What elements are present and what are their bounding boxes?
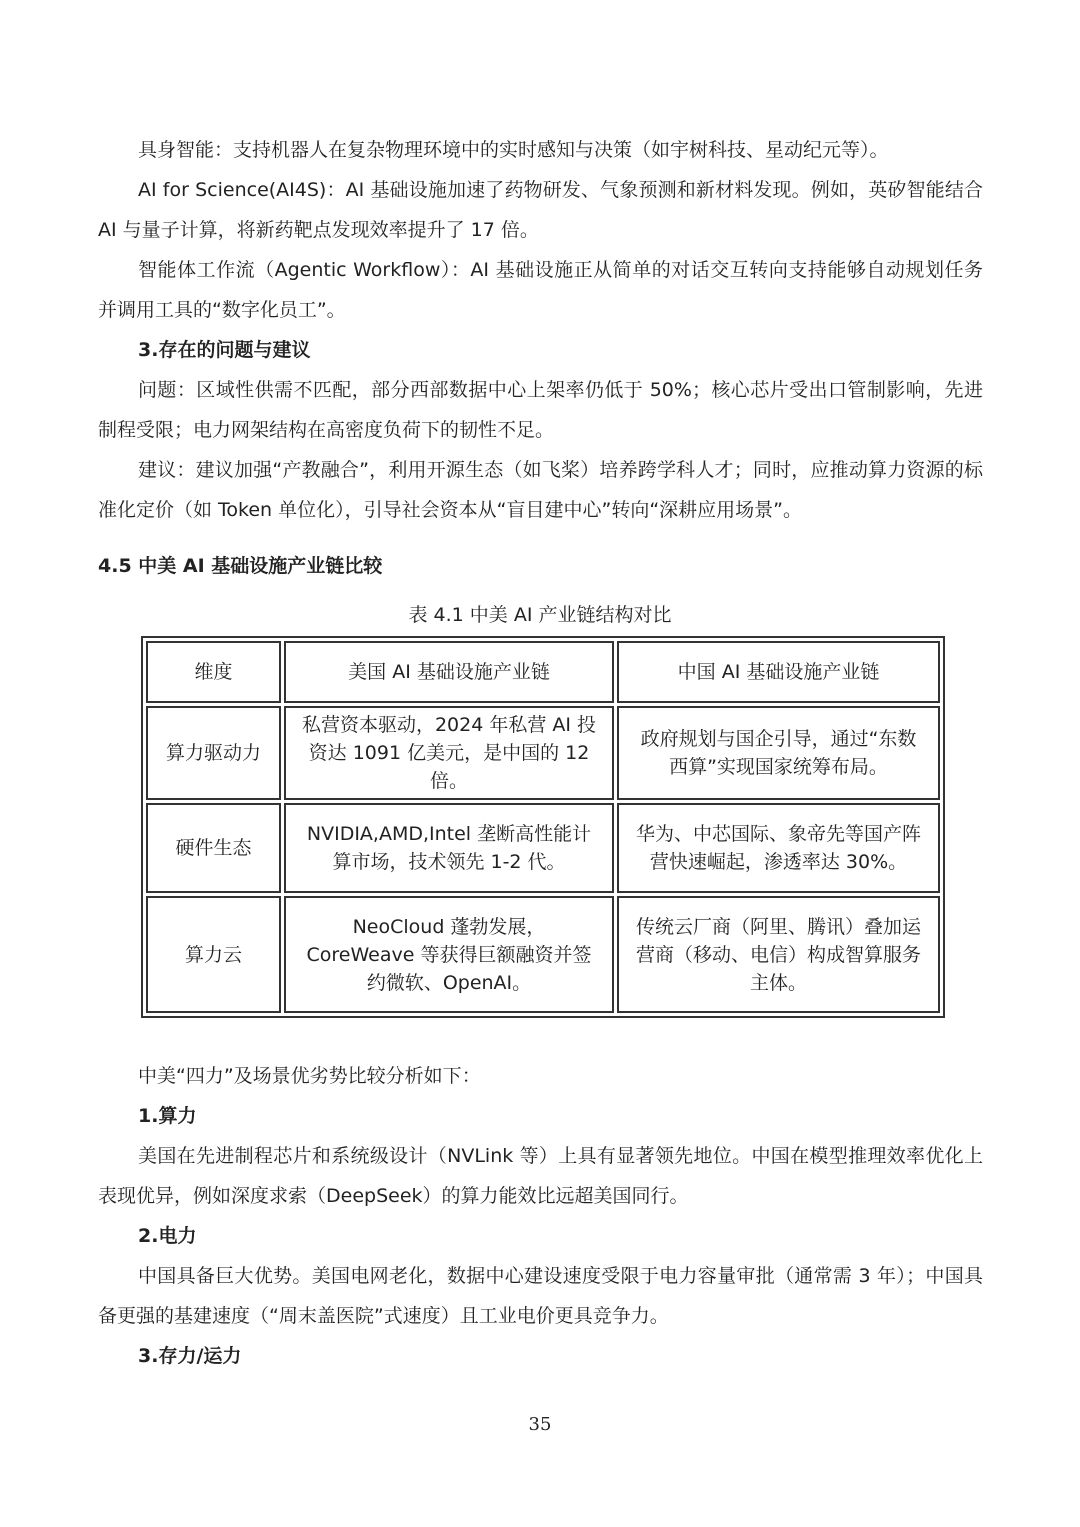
paragraph-ai-for-science: AI for Science(AI4S)：AI 基础设施加速了药物研发、气象预测和新材料发现。例如，英矽智能结合 AI 与量子计算，将新药靶点发现效率提升了 17 倍。 xyxy=(98,179,983,241)
table-header-cell: 美国 AI 基础设施产业链 xyxy=(284,641,614,703)
section-heading: 4.5 中美 AI 基础设施产业链比较 xyxy=(98,555,383,577)
paragraph-agentic-workflow: 智能体工作流（Agentic Workflow）：AI 基础设施正从简单的对话交互转向支持能够自动规划任务并调用工具的“数字化员工”。 xyxy=(98,259,983,321)
table-header-cell: 维度 xyxy=(146,641,281,703)
table-cell: 硬件生态 xyxy=(146,803,281,893)
heading-storage-transport: 3.存力/运力 xyxy=(138,1345,242,1367)
table-cell: 政府规划与国企引导，通过“东数西算”实现国家统筹布局。 xyxy=(617,706,940,800)
table-header-row xyxy=(146,641,940,703)
heading-power: 2.电力 xyxy=(138,1225,197,1247)
comparison-table xyxy=(141,636,945,1018)
table-cell: 华为、中芯国际、象帝先等国产阵营快速崛起，渗透率达 30%。 xyxy=(617,803,940,893)
table-header-cell: 中国 AI 基础设施产业链 xyxy=(617,641,940,703)
heading-issues-and-suggestions: 3.存在的问题与建议 xyxy=(138,339,311,361)
heading-compute: 1.算力 xyxy=(138,1105,197,1127)
paragraph-embodied-intelligence: 具身智能：支持机器人在复杂物理环境中的实时感知与决策（如宇树科技、星动纪元等）。 xyxy=(138,139,889,161)
table-caption: 表 4.1 中美 AI 产业链结构对比 xyxy=(408,604,672,626)
paragraph-problems: 问题：区域性供需不匹配，部分西部数据中心上架率仍低于 50%；核心芯片受出口管制影响，先进制程受限；电力网架结构在高密度负荷下的韧性不足。 xyxy=(98,379,983,441)
table-cell: 传统云厂商（阿里、腾讯）叠加运营商（移动、电信）构成智算服务主体。 xyxy=(617,896,940,1013)
table-cell: 私营资本驱动，2024 年私营 AI 投资达 1091 亿美元，是中国的 12 倍。 xyxy=(284,706,614,800)
table-cell: NeoCloud 蓬勃发展，CoreWeave 等获得巨额融资并签约微软、OpenAI。 xyxy=(284,896,614,1013)
table-row xyxy=(146,896,940,1013)
table-cell: 算力云 xyxy=(146,896,281,1013)
analysis-intro: 中美“四力”及场景优劣势比较分析如下： xyxy=(138,1065,481,1087)
paragraph-suggestions: 建议：建议加强“产教融合”，利用开源生态（如飞桨）培养跨学科人才；同时，应推动算力资源的标准化定价（如 Token 单位化），引导社会资本从“盲目建中心”转向“深耕应用场景”。 xyxy=(98,459,983,521)
table-cell: NVIDIA,AMD,Intel 垄断高性能计算市场，技术领先 1-2 代。 xyxy=(284,803,614,893)
page-number: 35 xyxy=(528,1414,552,1435)
table-row xyxy=(146,803,940,893)
paragraph-compute: 美国在先进制程芯片和系统级设计（NVLink 等）上具有显著领先地位。中国在模型推理效率优化上表现优异，例如深度求索（DeepSeek）的算力能效比远超美国同行。 xyxy=(98,1145,983,1207)
table-cell: 算力驱动力 xyxy=(146,706,281,800)
table-row xyxy=(146,706,940,800)
paragraph-power: 中国具备巨大优势。美国电网老化，数据中心建设速度受限于电力容量审批（通常需 3 年）；中国具备更强的基建速度（“周末盖医院”式速度）且工业电价更具竞争力。 xyxy=(98,1265,983,1327)
